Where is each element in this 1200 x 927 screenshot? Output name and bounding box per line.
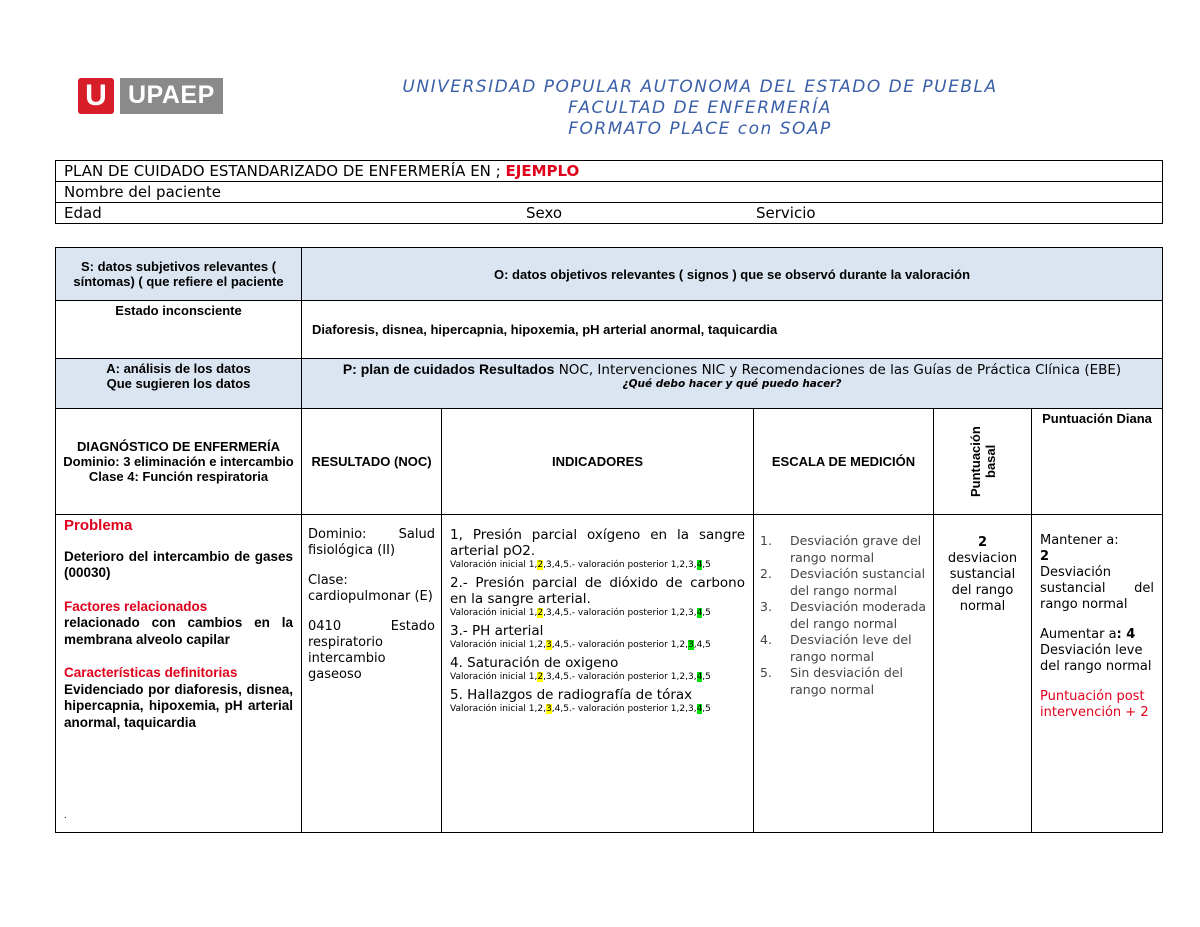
scale-item bbox=[760, 632, 927, 665]
noc-class: Clase: cardiopulmonar (E) bbox=[308, 573, 433, 604]
basal-header bbox=[934, 409, 1032, 515]
valuation-initial: Valoración inicial 1,2,3,4,5 bbox=[450, 560, 569, 570]
indicator-valuation: Valoración inicial 1,2,3,4,5.- valoración posterior 1,2,3,4,5 bbox=[450, 672, 711, 682]
basal-cell bbox=[934, 515, 1032, 833]
plan-header-rest: NOC, Intervenciones NIC y Recomendaciones de las Guías de Práctica Clínica (EBE) bbox=[554, 362, 1122, 378]
patient-name-cell bbox=[56, 182, 1163, 203]
indicator-text: 1, Presión parcial oxígeno en la sangre arterial pO2. bbox=[450, 527, 745, 559]
plan-title-value: EJEMPLO bbox=[505, 162, 580, 180]
valuation-initial: Valoración inicial 1,2,3,4,5 bbox=[450, 672, 569, 682]
plan-question: ¿Qué debo hacer y qué puedo hacer? bbox=[622, 378, 842, 390]
indicator-text: 4. Saturación de oxigeno bbox=[450, 655, 619, 671]
indicator-valuation: Valoración inicial 1,2,3,4,5.- valoración posterior 1,2,3,4,5 bbox=[450, 560, 711, 570]
indicators-header: INDICADORES bbox=[442, 409, 754, 515]
indicator-text: 3.- PH arterial bbox=[450, 623, 544, 639]
factors-label: Factores relacionados bbox=[64, 598, 208, 614]
diagnosis-header-class: Clase 4: Función respiratoria bbox=[88, 469, 269, 484]
maintain-label: Mantener a: bbox=[1040, 533, 1119, 548]
plan-header bbox=[302, 359, 1163, 409]
subjective-header: S: datos subjetivos relevantes ( síntomas) ( que refiere el paciente bbox=[56, 248, 302, 301]
basal-header-text: Puntuación basal bbox=[967, 426, 998, 497]
scale-text: Desviación leve del rango normal bbox=[790, 632, 912, 664]
noc-result: 0410 Estado respiratorio intercambio gaseoso bbox=[308, 619, 435, 682]
sex-label: Sexo bbox=[526, 204, 563, 222]
indicator-valuation: Valoración inicial 1,2,3,4,5.- valoración posterior 1,2,3,4,5 bbox=[450, 640, 711, 650]
scale-number: 3. bbox=[760, 599, 772, 614]
noc-header: RESULTADO (NOC) bbox=[302, 409, 442, 515]
faculty-name: FACULTAD DE ENFERMERÍA bbox=[568, 98, 832, 118]
analysis-header-line1: A: análisis de los datos bbox=[106, 361, 251, 376]
plan-header-bold: P: plan de cuidados Resultados bbox=[342, 361, 555, 377]
logo-mark: U bbox=[78, 78, 114, 114]
scale-number: 5. bbox=[760, 665, 772, 680]
scale-number: 2. bbox=[760, 566, 772, 581]
indicator-item bbox=[450, 687, 745, 715]
problem-text: Deterioro del intercambio de gases (00030) bbox=[64, 548, 293, 580]
noc-cell bbox=[302, 515, 442, 833]
diana-header: Puntuación Diana bbox=[1032, 409, 1163, 515]
diagnosis-header-domain: Dominio: 3 eliminación e intercambio bbox=[63, 454, 294, 469]
valuation-initial: Valoración inicial 1,2,3,4,5 bbox=[450, 704, 569, 714]
plan-title-cell bbox=[56, 161, 1163, 182]
increase-label: Aumentar a bbox=[1040, 627, 1117, 642]
institution-header bbox=[290, 77, 1110, 140]
subjective-value: Estado inconsciente bbox=[56, 301, 302, 359]
maintain-text: Desviación sustancial del rango normal bbox=[1040, 565, 1155, 612]
basal-text: desviacion sustancial del rango normal bbox=[947, 551, 1018, 614]
scale-text: Desviación sustancial del rango normal bbox=[790, 566, 926, 598]
scale-list bbox=[760, 533, 927, 698]
valuation-initial: Valoración inicial 1,2,3,4,5 bbox=[450, 608, 569, 618]
scale-item bbox=[760, 533, 927, 566]
demographics-cell bbox=[56, 203, 1163, 224]
scale-text: Desviación grave del rango normal bbox=[790, 533, 922, 565]
diana-cell bbox=[1032, 515, 1163, 833]
indicator-valuation: Valoración inicial 1,2,3,4,5.- valoración posterior 1,2,3,4,5 bbox=[450, 704, 711, 714]
scale-item bbox=[760, 566, 927, 599]
patient-name-label: Nombre del paciente bbox=[64, 183, 222, 201]
format-name: FORMATO PLACE con SOAP bbox=[568, 119, 832, 139]
valuation-posterior: valoración posterior 1,2,3,4,5 bbox=[577, 640, 711, 650]
scale-item bbox=[760, 599, 927, 632]
diagnosis-header bbox=[56, 409, 302, 515]
indicator-valuation: Valoración inicial 1,2,3,4,5.- valoración posterior 1,2,3,4,5 bbox=[450, 608, 711, 618]
maintain-score: 2 bbox=[1040, 549, 1050, 564]
diagnosis-header-title: DIAGNÓSTICO DE ENFERMERÍA bbox=[77, 439, 280, 454]
valuation-posterior: valoración posterior 1,2,3,4,5 bbox=[577, 704, 711, 714]
valuation-posterior: valoración posterior 1,2,3,4,5 bbox=[577, 672, 711, 682]
age-label: Edad bbox=[64, 204, 102, 222]
service-label: Servicio bbox=[756, 204, 816, 222]
increase-score: : 4 bbox=[1116, 627, 1136, 642]
scale-text: Sin desviación del rango normal bbox=[790, 665, 903, 697]
increase-text: Desviación leve del rango normal bbox=[1040, 643, 1152, 674]
scale-cell bbox=[754, 515, 934, 833]
indicator-list bbox=[450, 527, 745, 715]
valuation-posterior: valoración posterior 1,2,3,4,5 bbox=[577, 560, 711, 570]
objective-value: Diaforesis, disnea, hipercapnia, hipoxemia, pH arterial anormal, taquicardia bbox=[302, 301, 1163, 359]
problem-label: Problema bbox=[64, 517, 133, 534]
university-name: UNIVERSIDAD POPULAR AUTONOMA DEL ESTADO DE PUEBLA bbox=[402, 77, 998, 97]
trailing-dot: . bbox=[64, 809, 67, 821]
post-intervention: Puntuación post intervención + 2 bbox=[1040, 689, 1149, 720]
indicator-text: 2.- Presión parcial de dióxido de carbono en la sangre arterial. bbox=[450, 575, 745, 607]
increase-line bbox=[1040, 627, 1154, 643]
indicator-text: 5. Hallazgos de radiografía de tórax bbox=[450, 687, 693, 703]
indicators-cell bbox=[442, 515, 754, 833]
valuation-initial: Valoración inicial 1,2,3,4,5 bbox=[450, 640, 569, 650]
scale-number: 4. bbox=[760, 632, 772, 647]
noc-domain: Dominio: Salud fisiológica (II) bbox=[308, 527, 435, 558]
scale-header: ESCALA DE MEDICIÓN bbox=[754, 409, 934, 515]
indicator-item bbox=[450, 623, 745, 651]
factors-text: relacionado con cambios en la membrana alveolo capilar bbox=[64, 615, 293, 647]
logo-text: UPAEP bbox=[120, 78, 223, 114]
indicator-item bbox=[450, 527, 745, 571]
indicator-item bbox=[450, 655, 745, 683]
scale-text: Desviación moderada del rango normal bbox=[790, 599, 927, 631]
analysis-header bbox=[56, 359, 302, 409]
upaep-logo bbox=[78, 76, 223, 115]
characteristics-label: Características definitorias bbox=[64, 665, 238, 680]
indicator-item bbox=[450, 575, 745, 619]
scale-number: 1. bbox=[760, 533, 772, 548]
analysis-header-line2: Que sugieren los datos bbox=[106, 376, 251, 391]
scale-item bbox=[760, 665, 927, 698]
plan-title-label: PLAN DE CUIDADO ESTANDARIZADO DE ENFERMERÍA EN ; bbox=[64, 162, 501, 180]
care-plan-table bbox=[55, 247, 1163, 833]
valuation-posterior: valoración posterior 1,2,3,4,5 bbox=[577, 608, 711, 618]
basal-score: 2 bbox=[977, 535, 988, 550]
objective-header: O: datos objetivos relevantes ( signos ) que se observó durante la valoración bbox=[302, 248, 1163, 301]
diagnosis-cell bbox=[56, 515, 302, 833]
patient-info-table bbox=[55, 160, 1163, 224]
characteristics-text: Evidenciado por diaforesis, disnea, hipercapnia, hipoxemia, pH arterial anormal, taquicardia bbox=[64, 681, 293, 730]
